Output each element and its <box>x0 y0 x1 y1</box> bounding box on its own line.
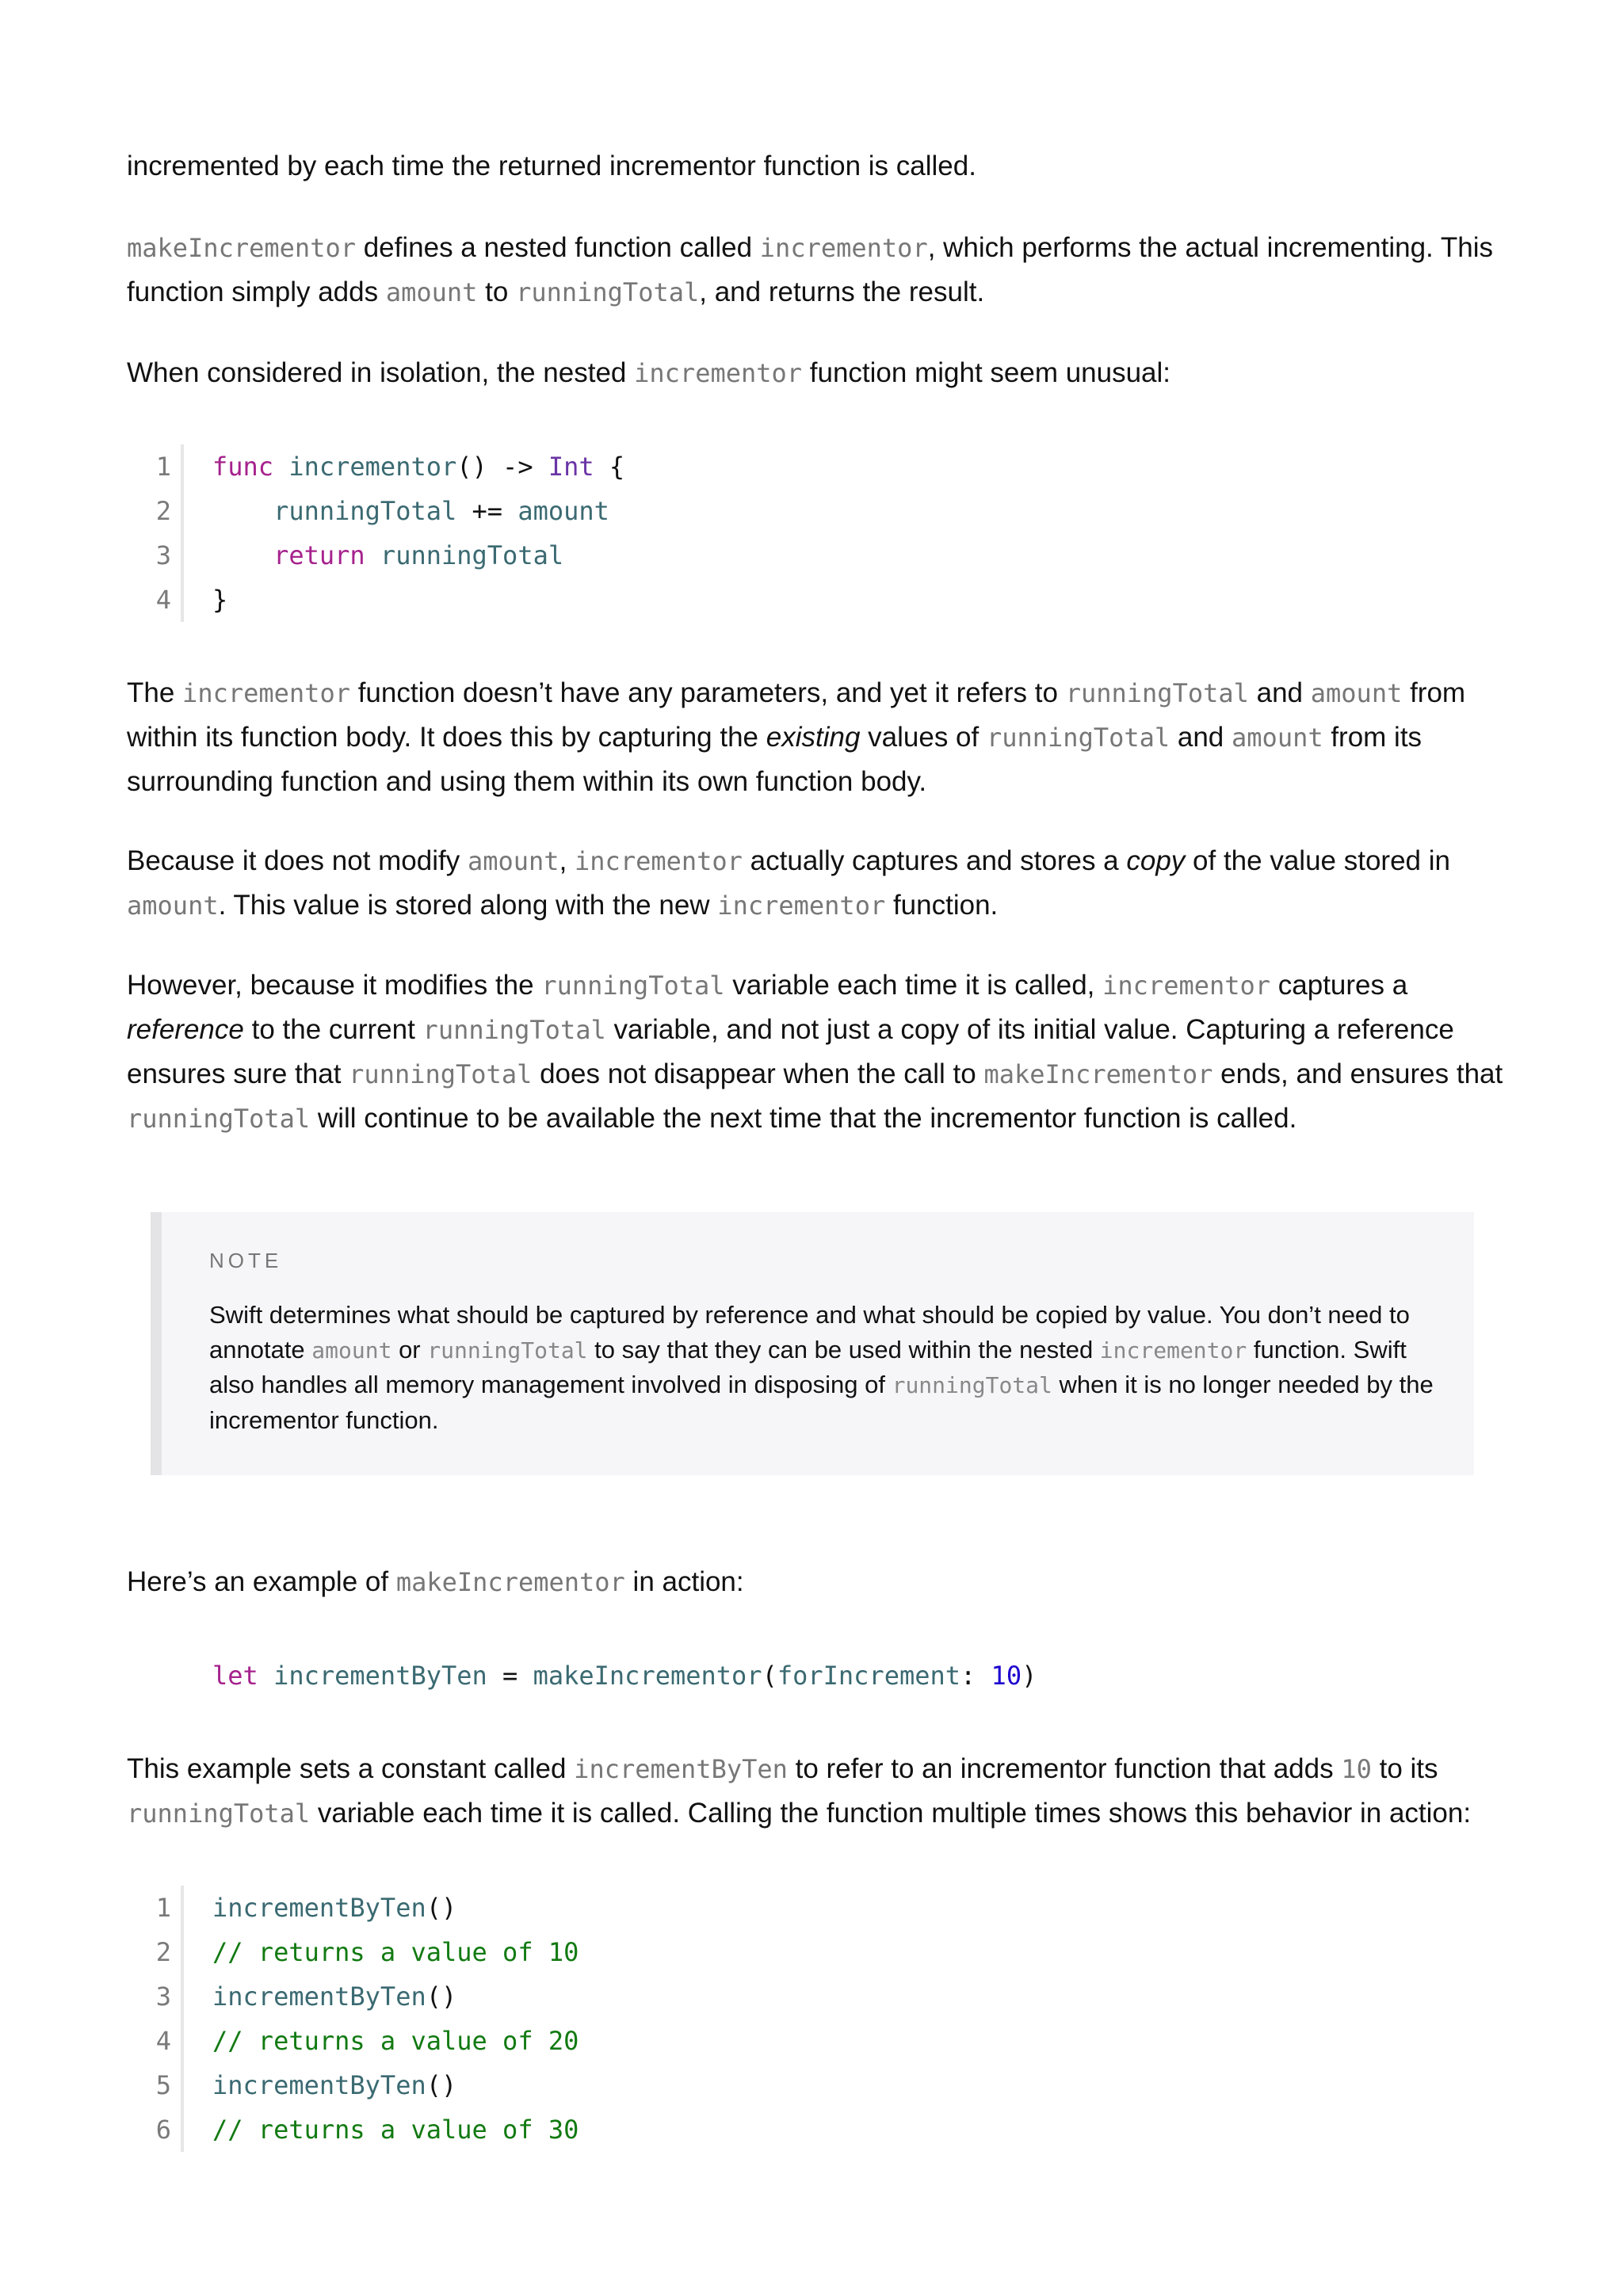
code-token: () <box>426 2070 457 2100</box>
inline-code: runningTotal <box>127 1798 311 1829</box>
code-line <box>135 578 624 622</box>
line-number: 4 <box>135 2019 184 2063</box>
inline-code: runningTotal <box>986 723 1170 753</box>
text: from within its function body. It does this by capturing the <box>127 677 1473 753</box>
text: Swift determines what should be captured by reference and what should be copied by value. You don’t need to annotate <box>209 1301 1417 1363</box>
code-token: : <box>960 1661 991 1691</box>
text: However, because it modifies the <box>127 970 542 1001</box>
code-token: runningTotal <box>273 496 457 526</box>
paragraph-considered-in-isolation <box>127 351 1506 395</box>
text: function. <box>885 890 999 921</box>
code-token: // returns a value of 20 <box>212 2026 579 2056</box>
code-token <box>365 540 380 570</box>
code-line <box>135 2063 579 2107</box>
line-number: 5 <box>135 2063 184 2107</box>
code-text <box>212 578 227 622</box>
text: variable, and not just a copy of its initial value. Capturing a reference ensures sure that <box>127 1014 1462 1089</box>
code-token: ( <box>762 1661 777 1691</box>
text: function. Swift also handles all memory management involved in disposing of <box>209 1335 1414 1398</box>
emphasis: copy <box>1126 845 1186 876</box>
code-line <box>135 489 624 533</box>
text: Because it does not modify <box>127 845 468 876</box>
code-token: makeIncrementor <box>533 1661 762 1691</box>
text: does not disappear when the call to <box>532 1058 984 1089</box>
text: captures a <box>1270 970 1415 1001</box>
code-text <box>212 444 624 489</box>
paragraph-incrementor-no-parameters <box>127 671 1506 803</box>
text: ends, and ensures that <box>1212 1058 1510 1089</box>
inline-code: amount <box>311 1337 392 1363</box>
code-token: ) <box>1022 1661 1037 1691</box>
code-token: incrementByTen <box>273 1661 487 1691</box>
code-token: func <box>212 452 274 482</box>
code-token: forIncrement <box>777 1661 961 1691</box>
code-token: // returns a value of 30 <box>212 2115 579 2145</box>
inline-code: runningTotal <box>349 1059 533 1089</box>
text: The <box>127 677 183 708</box>
code-token: runningTotal <box>380 540 564 570</box>
text: function doesn’t have any parameters, and yet it refers to <box>349 677 1066 708</box>
inline-code: makeIncrementor <box>983 1059 1213 1089</box>
inline-code: incrementor <box>1099 1337 1247 1363</box>
line-number: 4 <box>135 578 184 622</box>
inline-code: incrementor <box>634 358 803 388</box>
line-number: 6 <box>135 2107 184 2152</box>
code-token: amount <box>517 496 609 526</box>
code-token: incrementByTen <box>212 1893 426 1923</box>
text: actually captures and stores a <box>742 845 1127 876</box>
text: when it is no longer needed by the incrementor function. <box>209 1371 1441 1434</box>
line-number: 1 <box>135 1886 184 1930</box>
inline-code: incrementor <box>1102 971 1271 1001</box>
inline-code: amount <box>385 277 478 307</box>
paragraph-does-not-modify-amount <box>127 839 1506 928</box>
code-token: += <box>456 496 518 526</box>
inline-code: makeIncrementor <box>127 233 356 263</box>
code-token: () -> <box>456 452 548 482</box>
code-text <box>212 2107 579 2152</box>
code-token: // returns a value of 10 <box>212 1937 579 1967</box>
code-token <box>273 452 288 482</box>
text: to the current <box>243 1014 423 1045</box>
inline-code: incrementor <box>717 891 886 921</box>
code-token: () <box>426 1981 457 2012</box>
text: function might seem unusual: <box>802 357 1171 388</box>
text: , and returns the result. <box>699 277 985 307</box>
code-text <box>212 533 563 578</box>
emphasis: existing <box>766 722 861 753</box>
code-token <box>258 1661 273 1691</box>
code-line <box>135 533 624 578</box>
inline-code: runningTotal <box>541 971 725 1001</box>
code-line <box>135 1886 579 1930</box>
code-text <box>212 2019 579 2063</box>
code-text <box>212 2063 456 2107</box>
text: and <box>1170 722 1232 753</box>
line-number: 3 <box>135 533 184 578</box>
code-line-let-increment-by-ten <box>212 1653 1037 1698</box>
code-text <box>212 1974 456 2019</box>
line-number: 1 <box>135 444 184 489</box>
code-token: let <box>212 1661 258 1691</box>
code-text <box>212 1930 579 1974</box>
text: , <box>559 845 575 876</box>
code-token: = <box>487 1661 533 1691</box>
code-token: incrementByTen <box>212 1981 426 2012</box>
text: of the value stored in <box>1185 845 1458 876</box>
inline-code: amount <box>467 846 559 876</box>
text: to refer to an incrementor function that adds <box>787 1753 1342 1784</box>
inline-code: runningTotal <box>516 277 700 307</box>
inline-code: incrementor <box>759 233 928 263</box>
text: Here’s an example of <box>127 1566 396 1597</box>
text: or <box>391 1335 428 1363</box>
line-number: 3 <box>135 1974 184 2019</box>
paragraph-sets-a-constant <box>127 1747 1506 1836</box>
code-token <box>212 496 273 526</box>
emphasis: reference <box>127 1014 244 1045</box>
code-line <box>135 444 624 489</box>
inline-code: runningTotal <box>127 1104 311 1134</box>
line-number: 2 <box>135 489 184 533</box>
line-number: 2 <box>135 1930 184 1974</box>
note-callout <box>151 1212 1474 1475</box>
code-token: } <box>212 585 228 615</box>
text: in action: <box>624 1566 744 1597</box>
code-token: Int <box>548 452 594 482</box>
inline-code: incrementor <box>182 678 350 708</box>
text: and <box>1248 677 1311 708</box>
code-line <box>135 2107 579 2152</box>
text: This example sets a constant called <box>127 1753 575 1784</box>
note-label: NOTE <box>209 1249 283 1272</box>
inline-code: amount <box>1232 723 1323 753</box>
code-token: return <box>273 540 365 570</box>
text: values of <box>860 722 987 753</box>
code-block-incrementor <box>135 444 624 622</box>
paragraph-make-incrementor-defines <box>127 226 1506 315</box>
inline-code: amount <box>127 891 219 921</box>
text: to its <box>1371 1753 1446 1784</box>
inline-code: runningTotal <box>422 1015 606 1045</box>
text: , which performs the actual incrementing. This function simply adds <box>127 232 1501 307</box>
code-line <box>135 1930 579 1974</box>
code-text <box>212 489 609 533</box>
code-token: () <box>426 1893 457 1923</box>
code-token: 10 <box>991 1661 1022 1691</box>
text: to <box>477 277 517 307</box>
code-token: incrementor <box>288 452 457 482</box>
inline-code: runningTotal <box>427 1337 588 1363</box>
code-line <box>135 1974 579 2019</box>
code-line <box>135 2019 579 2063</box>
inline-code: runningTotal <box>1065 678 1249 708</box>
text: defines a nested function called <box>355 232 760 263</box>
inline-code: runningTotal <box>892 1372 1052 1398</box>
text: to say that they can be used within the nested <box>587 1335 1100 1363</box>
text: variable each time it is called, <box>724 970 1103 1001</box>
text: variable each time it is called. Calling the function multiple times shows this behavior in action: <box>310 1798 1472 1829</box>
text: will continue to be available the next time that the incrementor function is called. <box>310 1103 1297 1134</box>
text: from its surrounding function and using them within its own function body. <box>127 722 1430 797</box>
code-token: { <box>594 452 625 482</box>
code-token: incrementByTen <box>212 2070 426 2100</box>
paragraph-modifies-running-total <box>127 963 1510 1141</box>
inline-code: incrementByTen <box>574 1754 788 1784</box>
note-body <box>209 1298 1453 1437</box>
text: . This value is stored along with the new <box>218 890 718 921</box>
inline-code: 10 <box>1341 1754 1372 1784</box>
code-token <box>212 540 273 570</box>
text: incremented by each time the returned incrementor function is called. <box>127 151 976 181</box>
inline-code: amount <box>1310 678 1403 708</box>
paragraph-incremented-by <box>127 144 1506 188</box>
inline-code: incrementor <box>575 846 743 876</box>
code-text <box>212 1886 456 1930</box>
text: When considered in isolation, the nested <box>127 357 635 388</box>
paragraph-example-in-action <box>127 1560 1506 1604</box>
code-block-calls <box>135 1886 579 2152</box>
inline-code: makeIncrementor <box>395 1567 625 1597</box>
